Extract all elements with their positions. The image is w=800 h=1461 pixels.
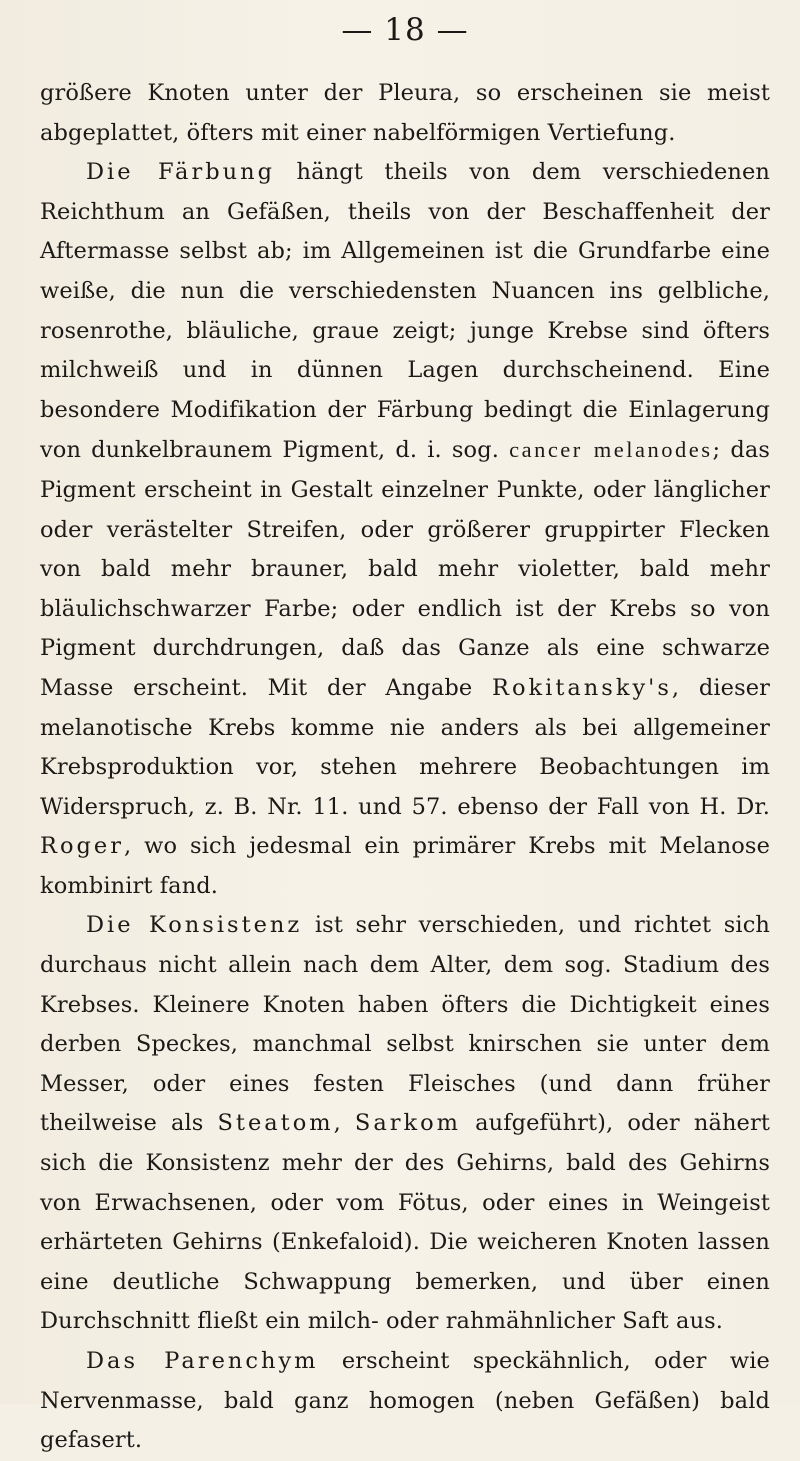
body-text (40, 74, 770, 1461)
author-rokitansky: Rokitansky's (492, 674, 672, 701)
term-steatom: Steatom (217, 1110, 334, 1137)
term-parenchym: Das Parenchym (86, 1348, 319, 1374)
paragraph-2 (40, 153, 770, 906)
latin-term-cancer-melanodes: cancer melanodes (509, 437, 713, 463)
author-roger: Roger (40, 833, 124, 860)
paragraph-1 (40, 74, 770, 153)
paragraph-1-text: größere Knoten unter der Pleura, so erscheinen sie meist abgeplattet, öfters mit einer nabelförmigen Vertiefung. (40, 80, 770, 146)
paragraph-4-text: erscheint speckähnlich, oder wie Nervenmasse, bald ganz homogen (neben Gefäßen) bald gefasert. (40, 1348, 770, 1454)
paragraph-2-text-b: ; das Pigment erscheint in Gestalt einzelner Punkte, oder länglicher oder verästelter Streifen, oder größerer gruppirter Flecken von bald mehr brauner, bald mehr violetter, bald mehr bläulichschwarzer Farbe; oder endlich ist der Krebs so von Pigment durchdrungen, daß das Ganze als eine schwarze Masse erscheint. Mit der Angabe (40, 437, 770, 701)
term-faerbung: Die Färbung (86, 159, 276, 186)
paragraph-2-text-c: , dieser melanotische Krebs komme nie anders als bei allgemeiner Krebsproduktion vor, stehen mehrere Beobachtungen im Widerspruch, z. B. Nr. 11. und 57. ebenso der Fall von H. Dr. (40, 674, 770, 820)
paragraph-4 (40, 1342, 770, 1461)
paragraph-2-text-d: , wo sich jedesmal ein primärer Krebs mit Melanose kombinirt fand. (40, 833, 770, 899)
page-header (40, 0, 770, 60)
page-number: — 18 — (341, 12, 469, 48)
term-konsistenz: Die Konsistenz (86, 912, 303, 939)
paragraph-3-sep: , (333, 1110, 355, 1137)
paragraph-3-text-b: aufgeführt), oder nähert sich die Konsistenz mehr der des Gehirns, bald des Gehirns von Erwachsenen, oder vom Fötus, oder eines in Weingeist erhärteten Gehirns (Enkefaloid). Die weicheren Knoten lassen eine deutliche Schwappung bemerken, und über einen Durchschnitt fließt ein milch- oder rahmähnlicher Saft aus. (40, 1110, 770, 1335)
paragraph-2-text-a: hängt theils von dem verschiedenen Reichthum an Gefäßen, theils von der Beschaffenheit der Aftermasse selbst ab; im Allgemeinen ist die Grundfarbe eine weiße, die nun die verschiedensten Nuancen ins gelbliche, rosenrothe, bläuliche, graue zeigt; junge Krebse sind öfters milchweiß und in dünnen Lagen durchscheinend. Eine besondere Modifikation der Färbung bedingt die Einlagerung von dunkelbraunem Pigment, d. i. sog. (40, 159, 770, 464)
paragraph-3-text-a: ist sehr verschieden, und richtet sich durchaus nicht allein nach dem Alter, dem sog. Stadium des Krebses. Kleinere Knoten haben öfters die Dichtigkeit eines derben Speckes, manchmal selbst knirschen sie unter dem Messer, oder eines festen Fleisches (und dann früher theilweise als (40, 912, 770, 1137)
paragraph-3 (40, 906, 770, 1342)
term-sarkom: Sarkom (354, 1110, 462, 1137)
